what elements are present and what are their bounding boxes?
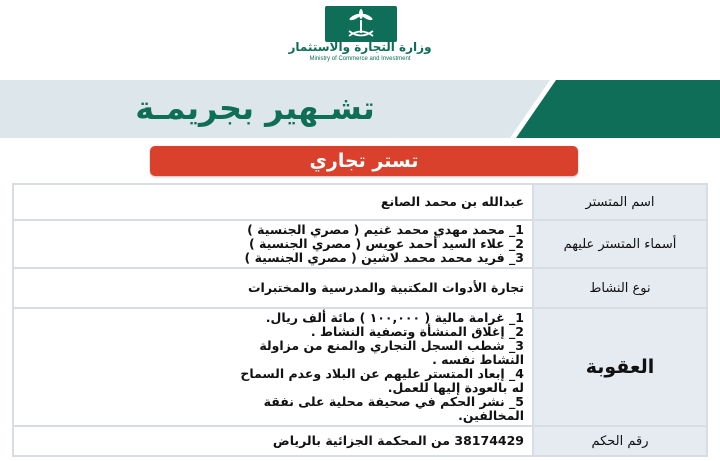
table-row [13, 308, 707, 426]
verdict-table [12, 183, 708, 457]
penalty-label: العقوبة [533, 308, 707, 426]
ministry-logo [325, 6, 397, 42]
palm-swords-emblem-icon [344, 9, 378, 39]
table-row [13, 426, 707, 456]
activity-label: نوع النشاط [533, 268, 707, 308]
page-title: تشـهير بجريمـة [135, 89, 375, 127]
concealer-value: عبدالله بن محمد الصانع [13, 184, 533, 220]
list-item: 2_ علاء السيد أحمد عويس ( مصري الجنسية ) [248, 236, 524, 251]
table-row [13, 220, 707, 268]
list-item: 1_ محمد مهدي محمد غنيم ( مصري الجنسية ) [247, 222, 524, 237]
ministry-name-english: Ministry of Commerce and Investment [309, 56, 411, 62]
list-item: 3_ شطب السجل التجاري والمنع من مزاولة النشاط نفسه . [259, 338, 524, 367]
concealed-label: أسماء المتستر عليهم [533, 220, 707, 268]
list-item: 4_ إبعاد المتستر عليهم عن البلاد وعدم السماح له بالعودة إليها للعمل. [240, 366, 524, 395]
ministry-name-arabic: وزارة التجارة والاستثمار [288, 40, 432, 54]
list-item: 5_ نشر الحكم في صحيفة محلية على نفقة المخالفين. [263, 394, 524, 423]
penalty-list [13, 308, 533, 426]
concealed-list [13, 220, 533, 268]
list-item: 1_ غرامة مالية ( ١٠٠,٠٠٠ ) مائة ألف ريال. [265, 310, 524, 325]
crime-type-badge: تستر تجاري [150, 146, 578, 176]
list-item: 2_ إغلاق المنشأة وتصفية النشاط . [310, 324, 524, 339]
table-row [13, 268, 707, 308]
concealer-label: اسم المتستر [533, 184, 707, 220]
activity-value: تجارة الأدوات المكتبية والمدرسية والمختبرات [13, 268, 533, 308]
verdict-label: رقم الحكم [533, 426, 707, 456]
verdict-value: 38174429 من المحكمة الجزائية بالرياض [13, 426, 533, 456]
list-item: 3_ فريد محمد محمد لاشين ( مصري الجنسية ) [244, 250, 524, 265]
table-row [13, 184, 707, 220]
